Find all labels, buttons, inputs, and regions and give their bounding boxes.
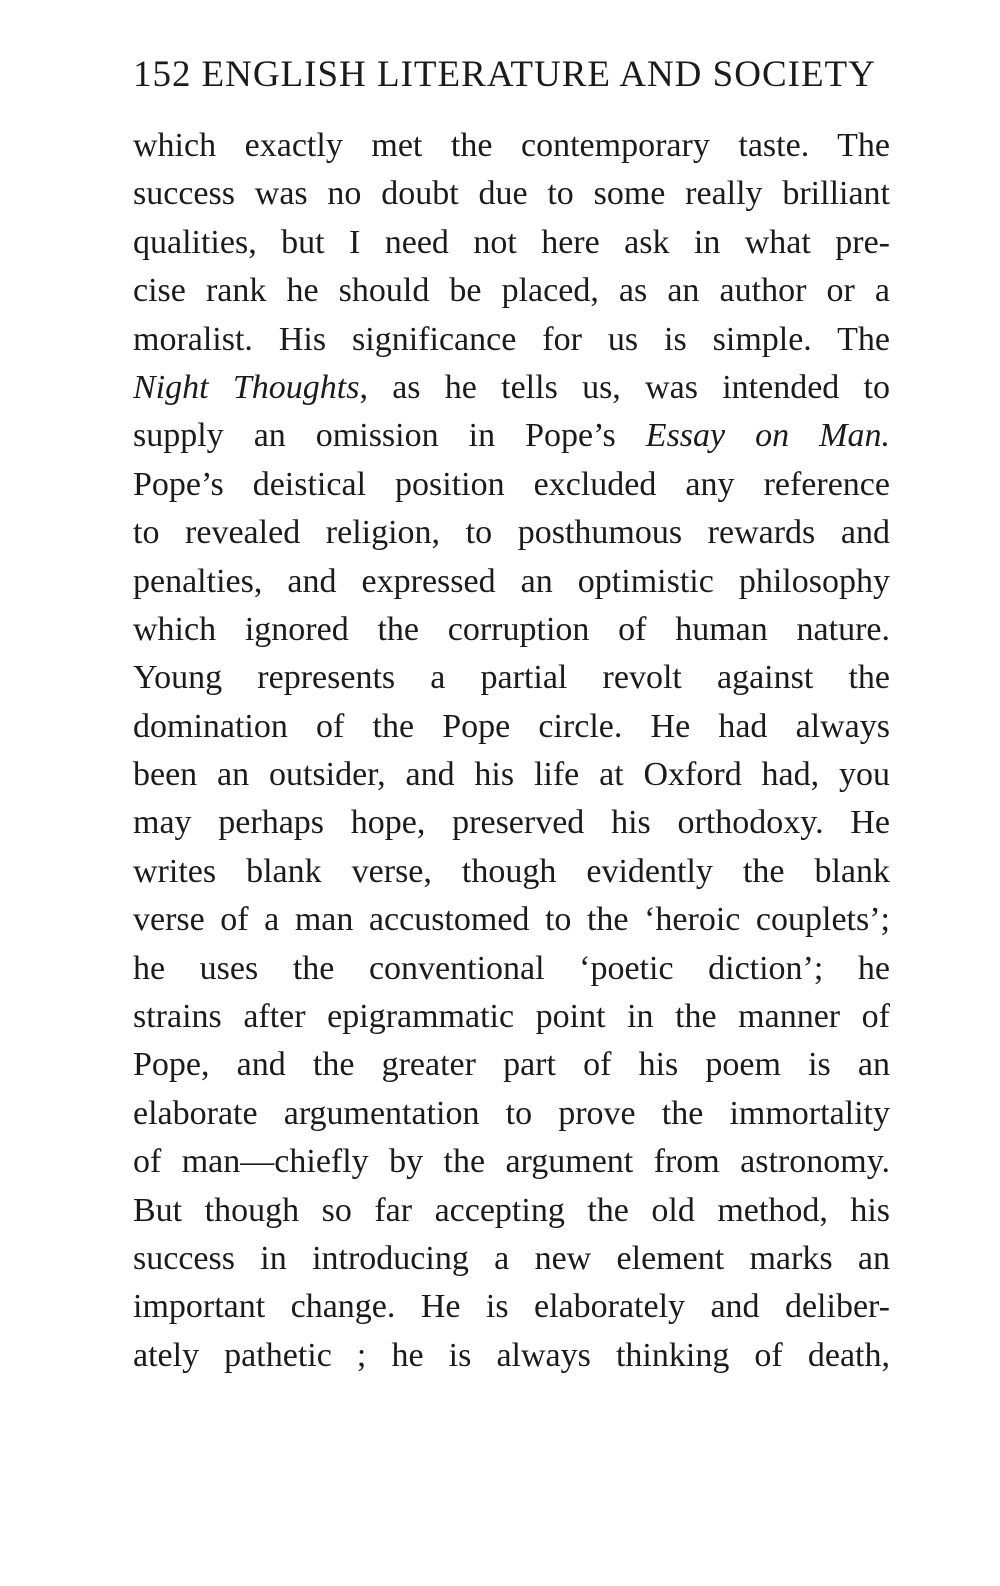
- text-line: ately pathetic ; he is always thinking of death,: [133, 1336, 890, 1374]
- text-line: to revealed religion, to posthumous rewards and: [133, 514, 890, 552]
- text-line: success was no doubt due to some really brilliant: [133, 175, 890, 213]
- text-line: been an outsider, and his life at Oxford had, you: [133, 756, 890, 794]
- text-line: he uses the conventional ‘poetic diction’; he: [133, 949, 890, 987]
- text-line: qualities, but I need not here ask in what pre-: [133, 223, 890, 261]
- text-line: may perhaps hope, preserved his orthodoxy. He: [133, 804, 890, 842]
- text-segment: , as he tells us, was intended to: [359, 368, 890, 406]
- text-line: cise rank he should be placed, as an author or a: [133, 272, 890, 310]
- running-title: ENGLISH LITERATURE AND SOCIETY: [201, 54, 876, 95]
- text-line: Pope’s deistical position excluded any reference: [133, 465, 890, 503]
- text-line: [133, 364, 890, 412]
- text-line: verse of a man accustomed to the ‘heroic couplets’;: [133, 901, 890, 939]
- text-line: which ignored the corruption of human nature.: [133, 610, 890, 648]
- text-line: Young represents a partial revolt against the: [133, 659, 890, 697]
- text-line: But though so far accepting the old method, his: [133, 1191, 890, 1229]
- italic-title: Essay on Man.: [645, 417, 890, 455]
- page-number: 152: [133, 54, 192, 95]
- text-line: which exactly met the contemporary taste. The: [133, 127, 890, 164]
- text-line: moralist. His significance for us is simple. The: [133, 320, 890, 358]
- text-line: of man—chiefly by the argument from astronomy.: [133, 1143, 890, 1181]
- body-text: [133, 122, 890, 1380]
- text-line: domination of the Pope circle. He had always: [133, 707, 890, 745]
- text-line: elaborate argumentation to prove the immortality: [133, 1094, 890, 1132]
- text-line: penalties, and expressed an optimistic philosophy: [133, 562, 890, 600]
- running-head: [133, 50, 890, 100]
- text-segment: supply an omission in Pope’s: [133, 417, 646, 455]
- text-line: strains after epigrammatic point in the manner of: [133, 998, 890, 1036]
- text-line: important change. He is elaborately and deliber-: [133, 1288, 890, 1326]
- text-line: [133, 412, 890, 460]
- text-line: writes blank verse, though evidently the blank: [133, 852, 890, 890]
- italic-title: Night Thoughts: [133, 368, 360, 406]
- text-line: success in introducing a new element marks an: [133, 1239, 890, 1277]
- text-line: Pope, and the greater part of his poem is an: [133, 1046, 890, 1084]
